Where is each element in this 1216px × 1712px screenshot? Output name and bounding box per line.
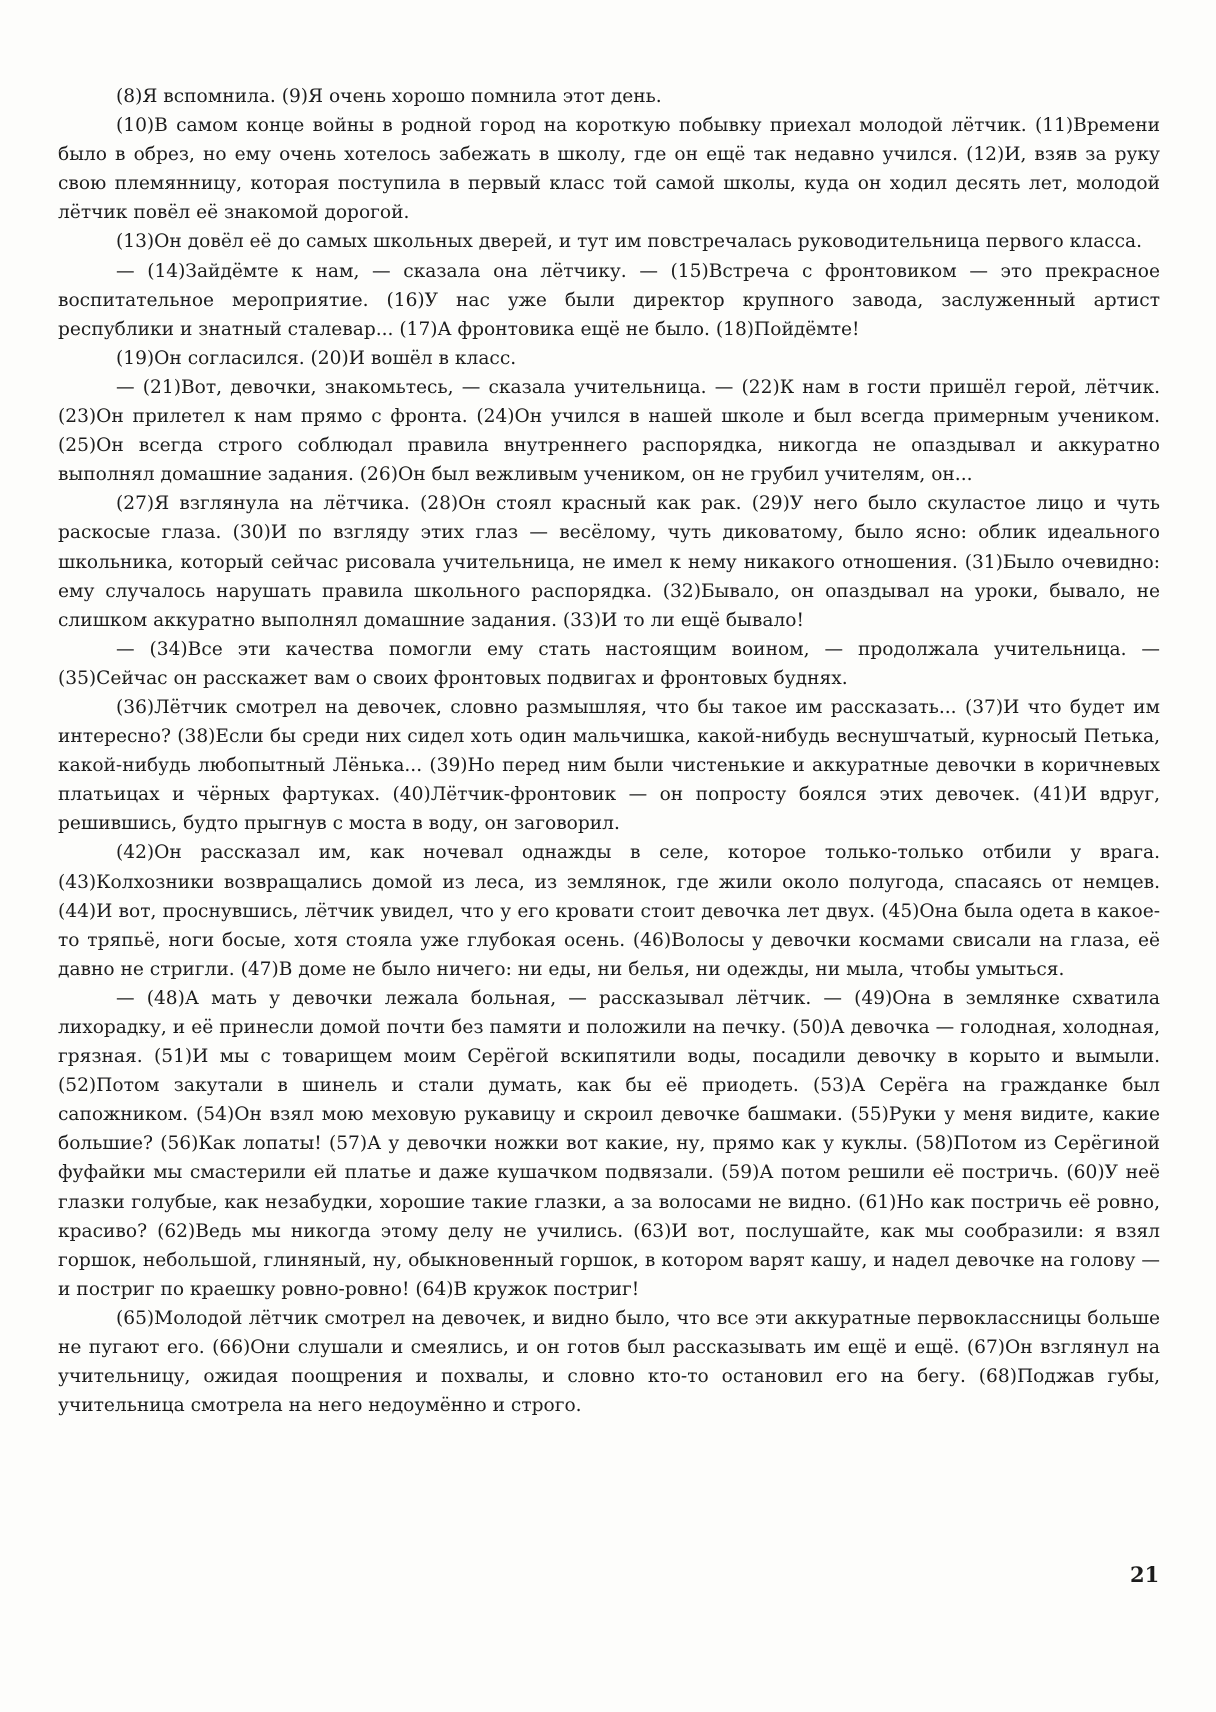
page-number: 21 — [1130, 1562, 1160, 1587]
paragraph: (19)Он согласился. (20)И вошёл в класс. — [116, 347, 517, 369]
paragraph: (42)Он рассказал им, как ночевал однажды в селе, которое только-только отбили у врага. (43)Колхозники возвращались домой из леса, из землянок, где жили около полугода, спасаясь от немцев. (44)И вот, проснувшись, лётчик увидел, что у его кровати стоит девочка лет двух. (45)Она была одета в какое-то тряпьё, ноги босые, хотя стояла уже глубокая осень. (46)Волосы у девочки космами свисали на глаза, её давно не стригли. (47)В доме не было ничего: ни еды, ни белья, ни одежды, ни мыла, чтобы умыться. — [58, 842, 1160, 980]
paragraph: (13)Он довёл её до самых школьных дверей, и тут им повстречалась руководительница первого класса. — [116, 231, 1142, 253]
paragraph: (27)Я взглянула на лётчика. (28)Он стоял красный как рак. (29)У него было скуластое лицо и чуть раскосые глаза. (30)И по взгляду этих глаз — весёлому, чуть диковатому, было ясно: облик идеального школьника, который сейчас рисовала учительница, не имел к нему никакого отношения. (31)Было очевидно: ему случалось нарушать правила школьного распорядка. (32)Бывало, он опаздывал на уроки, бывало, не слишком аккуратно выполнял домашние задания. (33)И то ли ещё бывало! — [58, 493, 1160, 631]
paragraph: (10)В самом конце войны в родной город на короткую побывку приехал молодой лётчик. (11)Времени было в обрез, но ему очень хотелось забежать в школу, где он ещё так недавно учился. (12)И, взяв за руку свою племянницу, которая поступила в первый класс той самой школы, куда он ходил десять лет, молодой лётчик повёл её знакомой дорогой. — [58, 115, 1160, 224]
body-text — [58, 82, 1160, 1420]
paragraph: — (14)Зайдёмте к нам, — сказала она лётчику. — (15)Встреча с фронтовиком — это прекрасное воспитательное мероприятие. (16)У нас уже были директор крупного завода, заслуженный артист республики и знатный сталевар... (17)А фронтовика ещё не было. (18)Пойдёмте! — [58, 260, 1160, 340]
paragraph: (65)Молодой лётчик смотрел на девочек, и видно было, что все эти аккуратные первоклассницы больше не пугают его. (66)Они слушали и смеялись, и он готов был рассказывать им ещё и ещё. (67)Он взглянул на учительницу, ожидая поощрения и похвалы, и словно кто-то остановил его на бегу. (68)Поджав губы, учительница смотрела на него недоумённо и строго. — [58, 1307, 1160, 1417]
paragraph: — (21)Вот, девочки, знакомьтесь, — сказала учительница. — (22)К нам в гости пришёл герой, лётчик. (23)Он прилетел к нам прямо с фронта. (24)Он учился в нашей школе и был всегда примерным учеником. (25)Он всегда строго соблюдал правила внутреннего распорядка, никогда не опаздывал и аккуратно выполнял домашние задания. (26)Он был вежливым учеником, он не грубил учителям, он... — [58, 376, 1160, 486]
paragraph: (8)Я вспомнила. (9)Я очень хорошо помнила этот день. — [116, 86, 662, 107]
paragraph: — (48)А мать у девочки лежала больная, — рассказывал лётчик. — (49)Она в землянке схватила лихорадку, и её принесли домой почти без памяти и положили на печку. (50)А девочка — голодная, холодная, грязная. (51)И мы с товарищем моим Серёгой вскипятили воды, посадили девочку в корыто и вымыли. (52)Потом закутали в шинель и стали думать, как бы её приодеть. (53)А Серёга на гражданке был сапожником. (54)Он взял мою меховую рукавицу и скроил девочке башмаки. (55)Руки у меня видите, какие большие? (56)Как лопаты! (57)А у девочки ножки вот какие, ну, прямо как у куклы. (58)Потом из Серёгиной фуфайки мы смастерили ей платье и даже кушачком подвязали. (59)А потом решили её постричь. (60)У неё глазки голубые, как незабудки, хорошие такие глазки, а за волосами не видно. (61)Но как постричь её ровно, красиво? (62)Ведь мы никогда этому делу не учились. (63)И вот, послушайте, как мы сообразили: я взял горшок, небольшой, глиняный, ну, обыкновенный горшок, в котором варят кашу, и надел девочке на голову — и постриг по краешку ровно-ровно! (64)В кружок постриг! — [58, 987, 1160, 1300]
paragraph: (36)Лётчик смотрел на девочек, словно размышляя, что бы такое им рассказать... (37)И что будет им интересно? (38)Если бы среди них сидел хоть один мальчишка, какой-нибудь веснушчатый, курносый Петька, какой-нибудь любопытный Лёнька... (39)Но перед ним были чистенькие и аккуратные девочки в коричневых платьицах и чёрных фартуках. (40)Лётчик-фронтовик — он попросту боялся этих девочек. (41)И вдруг, решившись, будто прыгнув с моста в воду, он заговорил. — [58, 696, 1160, 835]
paragraph: — (34)Все эти качества помогли ему стать настоящим воином, — продолжала учительница. — (35)Сейчас он расскажет вам о своих фронтовых подвигах и фронтовых буднях. — [58, 638, 1160, 689]
